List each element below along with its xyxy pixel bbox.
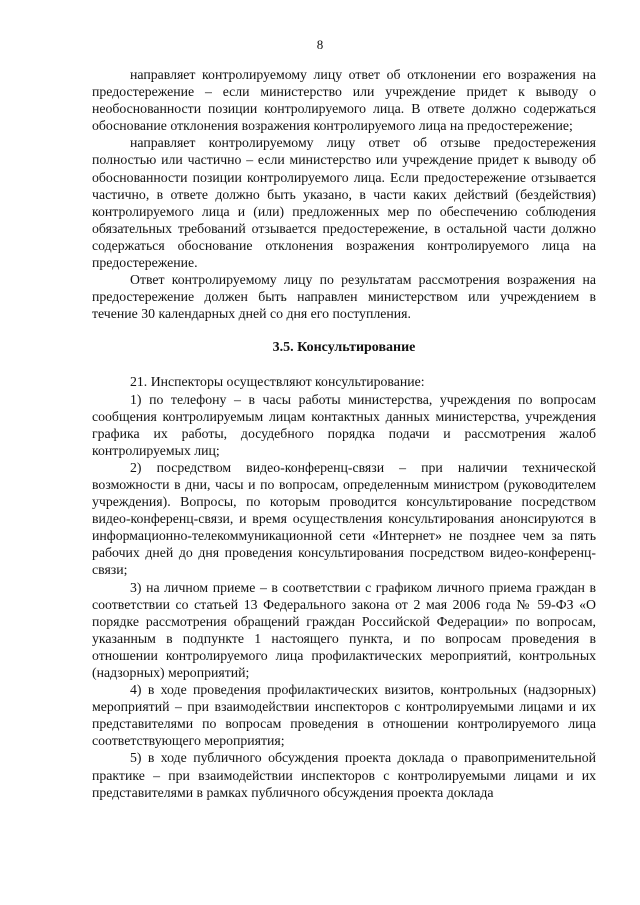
paragraph-reply-withdrawal: направляет контролируемому лицу ответ об отзыве предостережения полностью или частично – если министерство или учреждение придет к выводу об обоснованности позиции контролируемого лица. Если предостережение отзывается частично, в ответе должно быть указано, в части каких действий (бездействия) контролируемого лица и (или) предложенных мер по обеспечению соблюдения обязательных требований отзывается предостережение, в остальной части должно содержаться обоснование отклонения возражения контролируемого лица на предостережение. (92, 135, 596, 271)
section-title: 3.5. Консультирование (272, 340, 416, 356)
paragraph-subitem-5-public-discussion: 5) в ходе публичного обсуждения проекта доклада о правоприменительной практике – при взаимодействии инспекторов с контролируемыми лицами и их представителями в рамках публичного обсуждения проекта доклада (92, 750, 596, 800)
paragraph-subitem-2-videoconference: 2) посредством видео-конференц-связи – при наличии технической возможности в дни, часы и по вопросам, определенным министром (руководителем учреждения). Вопросы, по которым проводится консультирование посредством видео-конференц-связи, и время осуществления консультирования анонсируются в информационно-телекоммуникационной сети «Интернет» не позднее чем за пять рабочих дней до дня проведения консультирования посредством видео-конференц-связи; (92, 459, 596, 578)
paragraph-reply-rejection: направляет контролируемому лицу ответ об отклонении его возражения на предостережение – если министерство или учреждение придет к выводу о необоснованности позиции контролируемого лица. В ответе должно содержаться обоснование отклонения возражения контролируемого лица на предостережение; (92, 67, 596, 134)
paragraph-subitem-1-phone: 1) по телефону – в часы работы министерства, учреждения по вопросам сообщения контролируемым лицам контактных данных министерства, учреждения графика их работы, досудебного порядка подачи и рассмотрения жалоб контролируемых лиц; (92, 391, 596, 458)
paragraph-subitem-3-personal-reception: 3) на личном приеме – в соответствии с графиком личного приема граждан в соответствии со статьей 13 Федерального закона от 2 мая 2006 года № 59-ФЗ «О порядке рассмотрения обращений граждан Российской Федерации» по вопросам, указанным в подпункте 1 настоящего пункта, и по вопросам проведения в отношении контролируемого лица профилактических мероприятий, контрольных (надзорных) мероприятий; (92, 579, 596, 680)
paragraph-item-21: 21. Инспекторы осуществляют консультирование: (130, 374, 425, 390)
paragraph-subitem-4-visits: 4) в ходе проведения профилактических визитов, контрольных (надзорных) мероприятий – при взаимодействии инспекторов с контролируемыми лицами и их представителями по вопросам проведения в отношении контролируемого лица соответствующего мероприятия; (92, 682, 596, 749)
page-number: 8 (316, 37, 324, 52)
paragraph-reply-deadline: Ответ контролируемому лицу по результатам рассмотрения возражения на предостережение должен быть направлен министерством или учреждением в течение 30 календарных дней со дня его поступления. (92, 272, 596, 322)
document-body (92, 66, 596, 801)
